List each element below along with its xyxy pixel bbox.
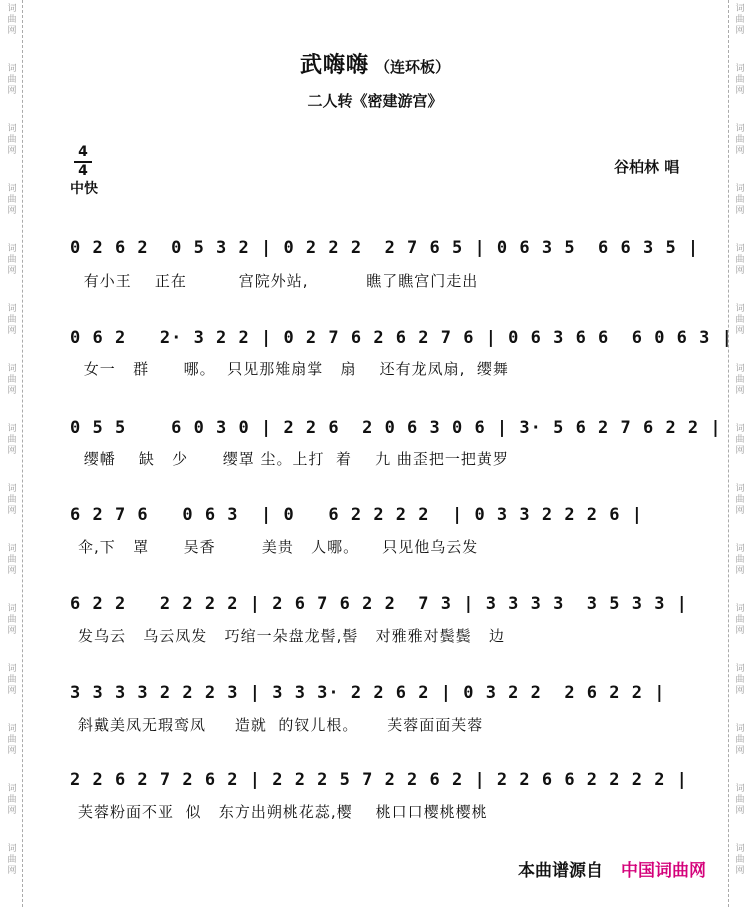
watermark-glyph: 网 (7, 686, 17, 696)
watermark-glyph: 词 (735, 124, 745, 134)
watermark-group (4, 304, 20, 337)
watermark-glyph: 网 (7, 206, 17, 216)
watermark-glyph: 网 (735, 806, 745, 816)
watermark-glyph: 词 (735, 544, 745, 554)
footer (518, 856, 706, 881)
watermark-group (4, 844, 20, 877)
watermark-glyph: 曲 (7, 675, 17, 685)
watermark-glyph: 曲 (7, 15, 17, 25)
watermark-glyph: 曲 (7, 735, 17, 745)
watermark-glyph: 曲 (7, 435, 17, 445)
watermark-glyph: 词 (7, 724, 17, 734)
watermark-glyph: 词 (7, 304, 17, 314)
singer-credit: 谷柏林 唱 (614, 158, 680, 176)
watermark-group (732, 304, 748, 337)
time-signature-bottom: 4 (78, 163, 88, 179)
watermark-group (732, 844, 748, 877)
watermark-glyph: 曲 (735, 255, 745, 265)
watermark-glyph: 网 (7, 266, 17, 276)
watermark-glyph: 词 (7, 604, 17, 614)
watermark-group (732, 484, 748, 517)
watermark-group (4, 364, 20, 397)
watermark-glyph: 词 (735, 64, 745, 74)
watermark-glyph: 曲 (7, 195, 17, 205)
watermark-group (4, 544, 20, 577)
watermark-group (732, 4, 748, 37)
watermark-group (4, 484, 20, 517)
watermark-glyph: 词 (735, 604, 745, 614)
watermark-glyph: 曲 (735, 135, 745, 145)
watermark-glyph: 网 (735, 686, 745, 696)
watermark-glyph: 曲 (735, 795, 745, 805)
watermark-glyph: 网 (7, 86, 17, 96)
watermark-glyph: 词 (7, 64, 17, 74)
watermark-glyph: 网 (735, 326, 745, 336)
lyrics-row-7: 芙蓉粉面不亚 似 东方出朔桃花蕊,樱 桃口口樱桃樱桃 (78, 803, 488, 821)
watermark-glyph: 曲 (735, 375, 745, 385)
watermark-glyph: 网 (7, 566, 17, 576)
lyrics-row-5: 发乌云 乌云凤发 巧绾一朵盘龙髻,髻 对雅雅对鬓鬓 边 (78, 627, 505, 645)
watermark-group (4, 424, 20, 457)
notes-row-5: 6 2 2 2 2 2 2 | 2 6 7 6 2 2 7 3 | 3 3 3 3 3 5 3 3 | (70, 594, 688, 614)
watermark-group (4, 664, 20, 697)
time-signature-top: 4 (78, 144, 88, 160)
watermark-group (4, 784, 20, 817)
watermark-glyph: 网 (735, 206, 745, 216)
notes-row-7: 2 2 6 2 7 2 6 2 | 2 2 2 5 7 2 2 6 2 | 2 2 6 6 2 2 2 2 | (70, 770, 688, 790)
watermark-glyph: 网 (7, 746, 17, 756)
left-border (22, 0, 23, 907)
watermark-glyph: 词 (7, 364, 17, 374)
watermark-glyph: 网 (7, 26, 17, 36)
footer-brand: 中国词曲网 (621, 861, 706, 881)
watermark-glyph: 网 (7, 386, 17, 396)
watermark-glyph: 曲 (735, 615, 745, 625)
watermark-glyph: 网 (735, 266, 745, 276)
watermark-glyph: 词 (7, 484, 17, 494)
watermark-glyph: 网 (7, 806, 17, 816)
watermark-glyph: 词 (735, 784, 745, 794)
watermark-glyph: 网 (7, 866, 17, 876)
watermark-glyph: 网 (735, 626, 745, 636)
watermark-group (4, 604, 20, 637)
watermark-glyph: 网 (735, 386, 745, 396)
watermark-glyph: 曲 (735, 315, 745, 325)
watermark-glyph: 词 (7, 544, 17, 554)
watermark-glyph: 词 (735, 844, 745, 854)
watermark-glyph: 网 (735, 86, 745, 96)
watermark-glyph: 曲 (7, 615, 17, 625)
watermark-glyph: 网 (735, 446, 745, 456)
watermark-group (4, 184, 20, 217)
watermark-glyph: 词 (7, 4, 17, 14)
watermark-glyph: 网 (735, 866, 745, 876)
watermark-glyph: 词 (7, 244, 17, 254)
tempo-marking: 中快 (70, 181, 98, 197)
right-border (728, 0, 729, 907)
watermark-glyph: 词 (735, 664, 745, 674)
watermark-glyph: 曲 (735, 855, 745, 865)
watermark-glyph: 曲 (7, 555, 17, 565)
watermark-glyph: 曲 (735, 495, 745, 505)
watermark-glyph: 词 (735, 4, 745, 14)
watermark-group (732, 784, 748, 817)
watermark-glyph: 词 (735, 724, 745, 734)
song-title: 武嗨嗨 (299, 53, 369, 78)
notes-row-1: 0 2 6 2 0 5 3 2 | 0 2 2 2 2 7 6 5 | 0 6 3 5 6 6 3 5 | (70, 238, 700, 258)
song-subtitle: 二人转《密建游宫》 (307, 92, 443, 110)
notes-row-6: 3 3 3 3 2 2 2 3 | 3 3 3· 2 2 6 2 | 0 3 2 2 2 6 2 2 | (70, 683, 666, 703)
watermark-glyph: 词 (7, 184, 17, 194)
watermark-glyph: 词 (735, 304, 745, 314)
watermark-glyph: 曲 (735, 435, 745, 445)
watermark-glyph: 网 (735, 566, 745, 576)
title-block (0, 48, 750, 79)
watermark-glyph: 词 (735, 484, 745, 494)
watermark-group (732, 664, 748, 697)
lyrics-row-4: 伞,下 罩 吴香 美贵 人哪。 只见他乌云发 (78, 538, 479, 556)
watermark-group (732, 724, 748, 757)
watermark-glyph: 词 (7, 664, 17, 674)
lyrics-row-1: 有小王 正在 宫院外站, 瞧了瞧宫门走出 (78, 272, 479, 290)
watermark-glyph: 词 (735, 424, 745, 434)
notes-row-4: 6 2 7 6 0 6 3 | 0 6 2 2 2 2 | 0 3 3 2 2 2 6 | (70, 505, 643, 525)
title-note: （连环板） (375, 58, 451, 76)
notes-row-3: 0 5 5 6 0 3 0 | 2 2 6 2 0 6 3 0 6 | 3· 5 6 2 7 6 2 2 | (70, 418, 722, 438)
watermark-glyph: 曲 (735, 195, 745, 205)
watermark-glyph: 网 (7, 626, 17, 636)
watermark-group (732, 184, 748, 217)
watermark-group (732, 364, 748, 397)
watermark-glyph: 词 (7, 844, 17, 854)
watermark-group (4, 244, 20, 277)
watermark-glyph: 曲 (7, 795, 17, 805)
watermark-glyph: 词 (7, 424, 17, 434)
watermark-glyph: 词 (7, 124, 17, 134)
watermark-glyph: 曲 (7, 75, 17, 85)
watermark-glyph: 网 (735, 26, 745, 36)
watermark-glyph: 曲 (735, 675, 745, 685)
watermark-group (732, 424, 748, 457)
watermark-glyph: 词 (7, 784, 17, 794)
watermark-glyph: 网 (735, 506, 745, 516)
lyrics-row-6: 斜戴美凤无瑕鸾凤 造就 的钗儿根。 芙蓉面面芙蓉 (78, 716, 484, 734)
watermark-group (4, 4, 20, 37)
watermark-glyph: 曲 (7, 255, 17, 265)
time-signature (72, 145, 94, 179)
watermark-glyph: 网 (7, 326, 17, 336)
watermark-glyph: 曲 (7, 375, 17, 385)
watermark-glyph: 网 (7, 446, 17, 456)
watermark-glyph: 网 (735, 146, 745, 156)
watermark-glyph: 曲 (735, 735, 745, 745)
watermark-glyph: 曲 (735, 555, 745, 565)
watermark-group (732, 604, 748, 637)
watermark-glyph: 曲 (7, 135, 17, 145)
watermark-glyph: 曲 (735, 75, 745, 85)
watermark-glyph: 词 (735, 244, 745, 254)
watermark-group (732, 544, 748, 577)
watermark-group (732, 244, 748, 277)
watermark-group (732, 124, 748, 157)
watermark-glyph: 曲 (735, 15, 745, 25)
lyrics-row-2: 女一 群 哪。 只见那雉扇掌 扇 还有龙凤扇, 缨舞 (78, 360, 509, 378)
watermark-glyph: 网 (735, 746, 745, 756)
footer-source: 本曲谱源自 (518, 861, 603, 881)
watermark-glyph: 曲 (7, 855, 17, 865)
watermark-glyph: 曲 (7, 315, 17, 325)
watermark-group (4, 124, 20, 157)
watermark-glyph: 词 (735, 364, 745, 374)
watermark-glyph: 词 (735, 184, 745, 194)
watermark-glyph: 网 (7, 506, 17, 516)
watermark-group (4, 724, 20, 757)
lyrics-row-3: 缨幡 缺 少 缨罩 尘。上打 着 九 曲歪把一把黄罗 (78, 450, 509, 468)
watermark-glyph: 网 (7, 146, 17, 156)
notes-row-2: 0 6 2 2· 3 2 2 | 0 2 7 6 2 6 2 7 6 | 0 6 3 6 6 6 0 6 3 | (70, 328, 733, 348)
watermark-glyph: 曲 (7, 495, 17, 505)
